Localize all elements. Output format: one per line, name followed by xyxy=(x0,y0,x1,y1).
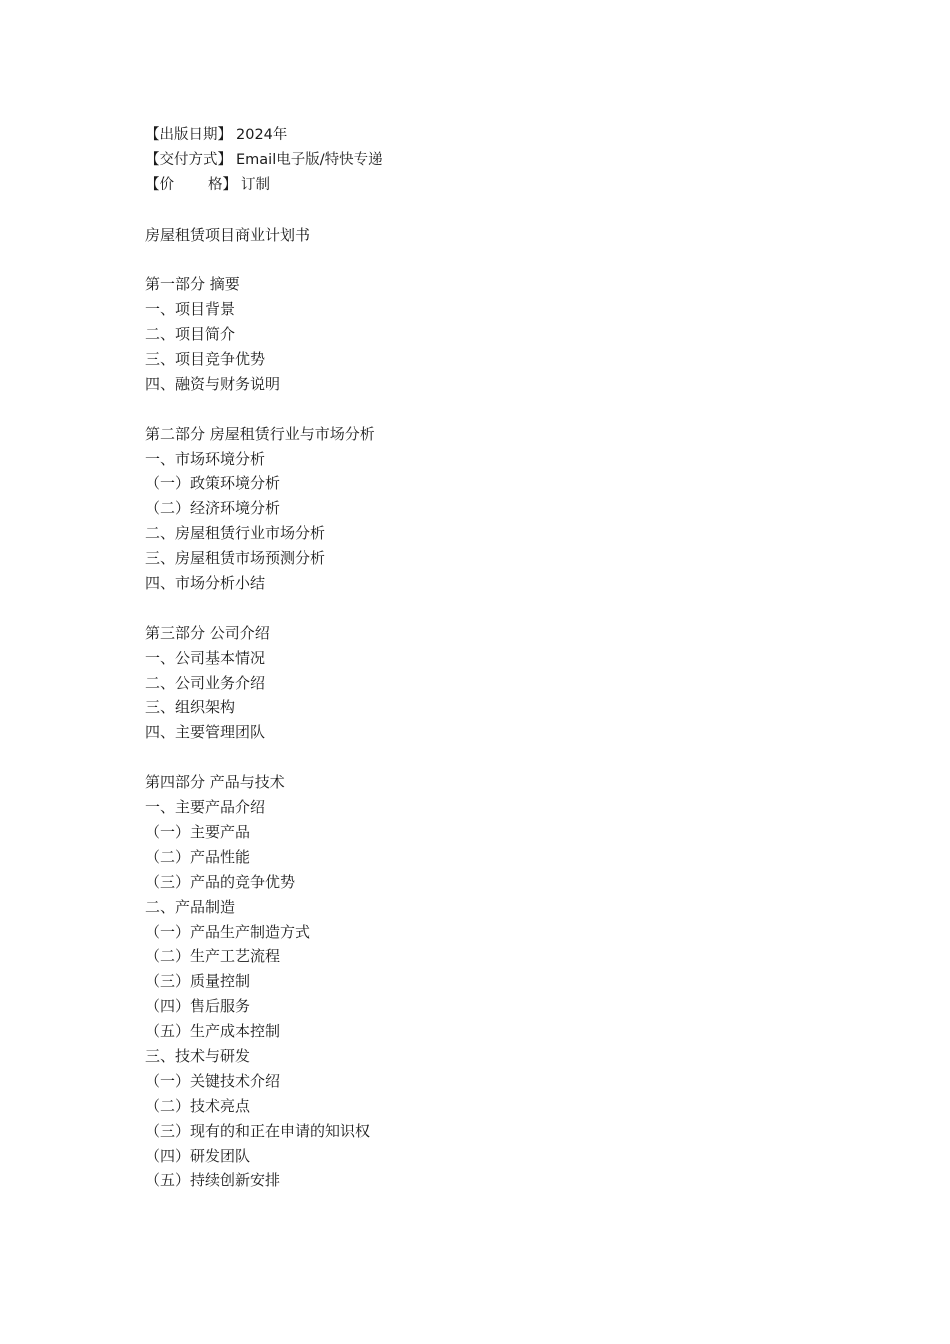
section-heading: 第一部分 摘要 xyxy=(145,275,240,294)
toc-item: 二、项目简介 xyxy=(145,325,236,344)
toc-item: （三）产品的竞争优势 xyxy=(145,872,296,891)
toc-item: （二）生产工艺流程 xyxy=(145,947,281,966)
publication-date-row xyxy=(145,123,845,148)
toc-item: （五）生产成本控制 xyxy=(145,1022,281,1041)
publication-date-value: 2024年 xyxy=(236,127,288,143)
toc-item: 一、项目背景 xyxy=(145,300,236,319)
spacer xyxy=(145,198,845,223)
toc-item: （四）研发团队 xyxy=(145,1146,251,1165)
price-value: 订制 xyxy=(241,176,270,193)
toc-item: 三、组织架构 xyxy=(145,698,236,717)
document-title: 房屋租赁项目商业计划书 xyxy=(145,225,311,244)
toc-item: 一、市场环境分析 xyxy=(145,449,266,468)
toc-item: 四、主要管理团队 xyxy=(145,723,266,742)
toc-item: 四、市场分析小结 xyxy=(145,574,266,593)
delivery-method-row xyxy=(145,148,845,173)
price-label-close: 格】 xyxy=(208,176,237,193)
toc-item: （二）经济环境分析 xyxy=(145,499,281,518)
delivery-method-label: 【交付方式】 xyxy=(145,151,232,168)
spacer xyxy=(145,247,845,272)
toc-item: 二、产品制造 xyxy=(145,897,236,916)
price-label xyxy=(145,173,237,198)
price-label-open: 【价 xyxy=(145,176,174,193)
toc-item: 二、公司业务介绍 xyxy=(145,673,266,692)
toc-item: 三、技术与研发 xyxy=(145,1046,251,1065)
publication-date-label: 【出版日期】 xyxy=(145,127,232,143)
document-page xyxy=(145,123,845,1193)
delivery-method-value: Email电子版/特快专递 xyxy=(236,151,383,168)
toc-item: （一）主要产品 xyxy=(145,822,251,841)
toc-item: （四）售后服务 xyxy=(145,997,251,1016)
publication-meta xyxy=(145,123,845,198)
toc-item: （一）产品生产制造方式 xyxy=(145,922,311,941)
toc-item: （五）持续创新安排 xyxy=(145,1171,281,1190)
toc-item: 一、公司基本情况 xyxy=(145,648,266,667)
toc-item: （三）质量控制 xyxy=(145,972,251,991)
section-heading: 第二部分 房屋租赁行业与市场分析 xyxy=(145,424,375,443)
toc-item: （一）政策环境分析 xyxy=(145,474,281,493)
toc-item: 四、融资与财务说明 xyxy=(145,374,281,393)
toc-item: 三、房屋租赁市场预测分析 xyxy=(145,549,326,568)
section-heading: 第四部分 产品与技术 xyxy=(145,773,285,792)
toc-item: （三）现有的和正在申请的知识权 xyxy=(145,1121,371,1140)
section-heading: 第三部分 公司介绍 xyxy=(145,623,270,642)
toc-item: （二）技术亮点 xyxy=(145,1096,251,1115)
toc-item: 一、主要产品介绍 xyxy=(145,798,266,817)
toc-item: 二、房屋租赁行业市场分析 xyxy=(145,524,326,543)
spacer xyxy=(145,397,845,422)
price-row xyxy=(145,173,845,198)
spacer xyxy=(145,596,845,621)
toc-item: （二）产品性能 xyxy=(145,847,251,866)
toc-item: （一）关键技术介绍 xyxy=(145,1071,281,1090)
table-of-contents xyxy=(145,247,845,1193)
spacer xyxy=(145,745,845,770)
toc-item: 三、项目竞争优势 xyxy=(145,350,266,369)
